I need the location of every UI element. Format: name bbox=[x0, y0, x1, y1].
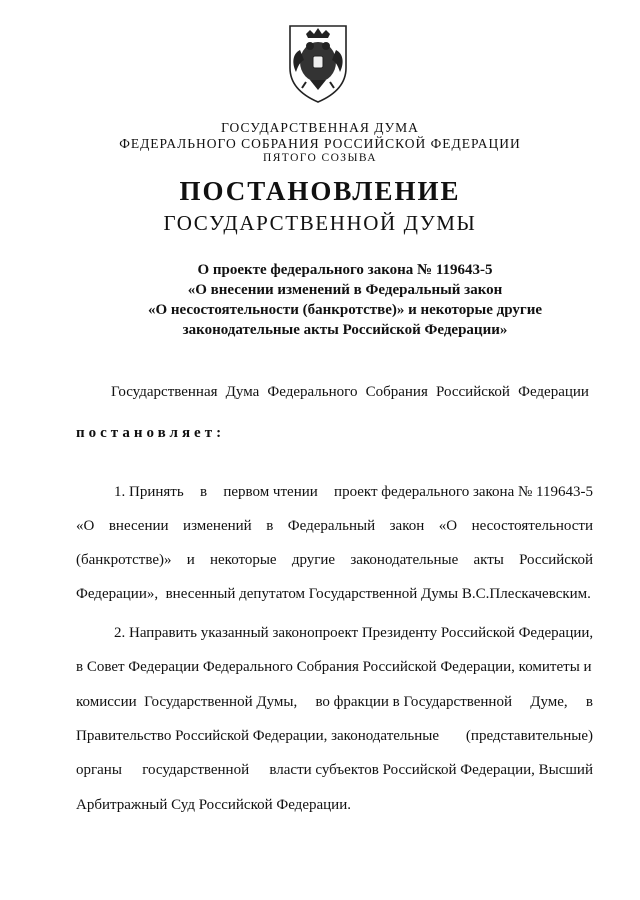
intro-word: Государственная bbox=[111, 384, 218, 400]
text-span: и bbox=[186, 552, 195, 568]
text-span: «О bbox=[438, 518, 458, 534]
text-span: в bbox=[199, 484, 208, 500]
text-span: в bbox=[266, 518, 274, 534]
text-span: некоторые bbox=[209, 552, 277, 568]
text-span: Российской bbox=[519, 552, 593, 568]
text-span: изменений bbox=[183, 518, 252, 534]
header-convocation: ПЯТОГО СОЗЫВА bbox=[263, 152, 377, 164]
text-span: другие bbox=[291, 552, 336, 568]
text-span: несостоятельности bbox=[471, 518, 593, 534]
text-span: первом чтении bbox=[223, 484, 318, 500]
header-duma: ГОСУДАРСТВЕННАЯ ДУМА bbox=[221, 120, 419, 135]
text-span: в bbox=[585, 694, 593, 710]
text-span: Думе, bbox=[530, 694, 568, 710]
subject-line-3: «О несостоятельности (банкротстве)» и некоторые другие bbox=[147, 302, 543, 318]
paragraph-2-line-6: Арбитражный Суд Российской Федерации. bbox=[76, 797, 351, 813]
paragraph-1-line-3 bbox=[76, 552, 593, 569]
text-span: органы bbox=[76, 762, 122, 778]
document-title: ПОСТАНОВЛЕНИЕ bbox=[179, 176, 461, 206]
text-span: Правительство Российской Федерации, законодательные bbox=[76, 728, 440, 744]
header-federal-assembly: ФЕДЕРАЛЬНОГО СОБРАНИЯ РОССИЙСКОЙ ФЕДЕРАЦИИ bbox=[119, 136, 521, 151]
text-span: «О bbox=[76, 518, 95, 534]
coat-of-arms-emblem-icon bbox=[276, 22, 360, 104]
intro-word: Федерации bbox=[518, 384, 589, 400]
text-span: законодательные bbox=[350, 552, 459, 568]
text-span: акты bbox=[473, 552, 504, 568]
paragraph-2-line-2: в Совет Федерации Федерального Собрания Российской Федерации, комитеты и bbox=[76, 659, 592, 675]
decree-word: постановляет: bbox=[76, 425, 226, 441]
text-span: комиссии Государственной Думы, bbox=[76, 694, 298, 710]
text-span: проект федерального закона № 119643-5 bbox=[334, 484, 593, 500]
paragraph-2-line-1: 2. Направить указанный законопроект Президенту Российской Федерации, bbox=[114, 625, 594, 641]
text-span: 1. Принять bbox=[114, 484, 184, 500]
text-span: государственной bbox=[142, 762, 250, 778]
subject-line-4: законодательные акты Российской Федерации» bbox=[182, 322, 508, 338]
document-subtitle: ГОСУДАРСТВЕННОЙ ДУМЫ bbox=[163, 211, 477, 235]
text-span: закон bbox=[389, 518, 425, 534]
text-span: во фракции в Государственной bbox=[315, 694, 512, 710]
intro-word: Собрания bbox=[365, 384, 428, 400]
text-span: внесении bbox=[108, 518, 169, 534]
text-span: (банкротстве)» bbox=[76, 552, 172, 568]
subject-line-2: «О внесении изменений в Федеральный закон bbox=[187, 282, 503, 298]
intro-word: Российской bbox=[436, 384, 510, 400]
text-span: (представительные) bbox=[465, 728, 593, 744]
subject-line-1: О проекте федерального закона № 119643-5 bbox=[197, 262, 493, 278]
intro-line bbox=[111, 384, 589, 401]
text-span: Федеральный bbox=[287, 518, 376, 534]
paragraph-2-line-3 bbox=[76, 694, 593, 711]
paragraph-2-line-4 bbox=[76, 728, 593, 745]
text-span: власти субъектов Российской Федерации, Высший bbox=[269, 762, 593, 778]
paragraph-1-line-2 bbox=[76, 518, 593, 535]
paragraph-1-line-1 bbox=[114, 484, 593, 501]
paragraph-1-line-4: Федерации», внесенный депутатом Государственной Думы В.С.Плескачевским. bbox=[76, 586, 591, 602]
intro-word: Дума bbox=[225, 384, 260, 400]
paragraph-2-line-5 bbox=[76, 762, 593, 779]
intro-word: Федерального bbox=[267, 384, 358, 400]
